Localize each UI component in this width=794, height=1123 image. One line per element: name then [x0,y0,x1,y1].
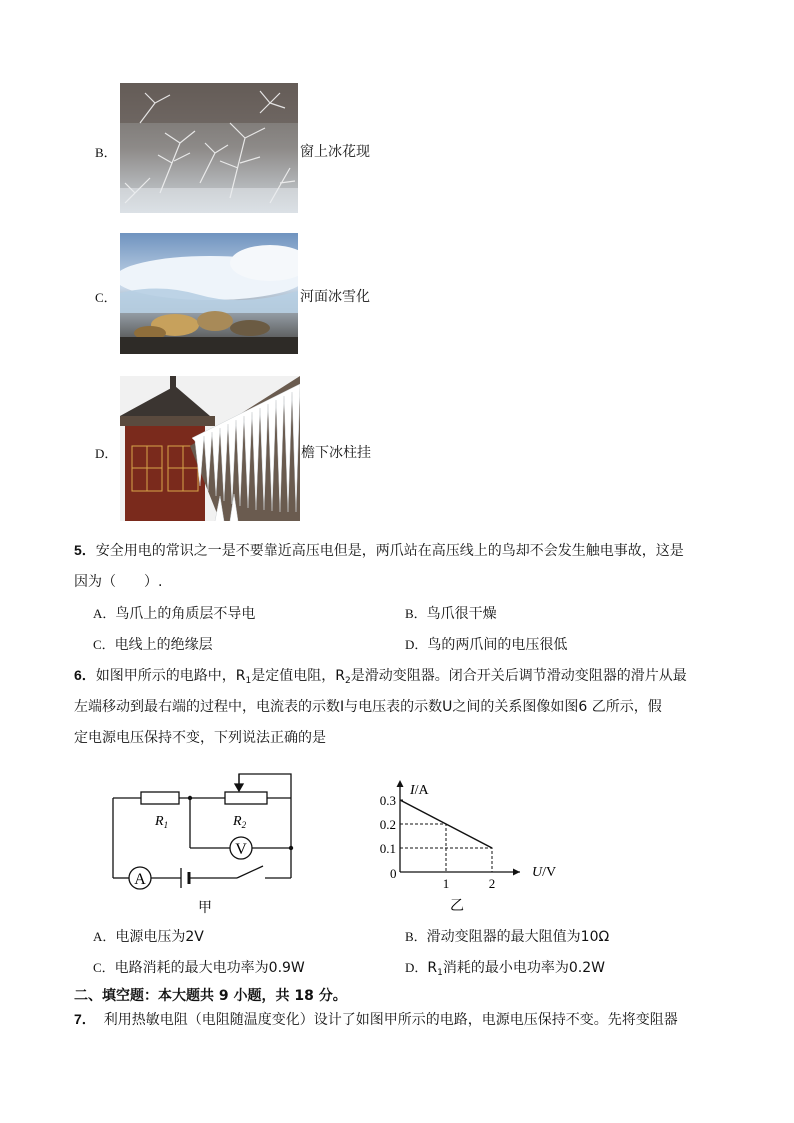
voltmeter-label: V [235,841,247,858]
option-c-letter: C． [95,290,117,305]
q7-line1: 7． 利用热敏电阻（电阻随温度变化）设计了如图甲所示的电路，电源电压保持不变。先将变阻器 [74,1011,678,1028]
q5-choice-b[interactable]: B．鸟爪很干燥 [405,606,497,622]
option-b-letter: B． [95,145,117,160]
option-d-letter: D． [95,446,118,461]
q6-choice-d[interactable]: D．$R_1$消耗的最小电功率为0.2W [405,960,605,978]
r1-label: $R_1$ [155,814,169,830]
iu-graph [370,770,570,918]
q5-choice-c[interactable]: C．电线上的绝缘层 [93,637,213,653]
q6-number: 6． [74,667,96,683]
q6-choice-a[interactable]: A．电源电压为2V [93,929,204,945]
x-tick-label: 2 [488,876,496,891]
circuit-caption: 甲 [198,901,212,916]
circuit-diagram [105,768,305,918]
graph-caption: 乙 [450,899,464,914]
q6-stem-line2: 左端移动到最右端的过程中，电流表的示数I与电压表的示数U之间的关系图像如图6 乙所示，假 [74,699,662,715]
option-c-caption: 河面冰雪化 [300,289,370,305]
q6-choice-c[interactable]: C．电路消耗的最大电功率为0.9W [93,960,305,976]
y-axis-label: I/A [410,783,429,798]
y-axis-arrow [397,780,404,787]
x-tick-label: 1 [442,876,450,891]
y-tick-label: 0.1 [379,841,396,856]
option-b-caption: 窗上冰花现 [300,144,370,160]
origin-label: 0 [390,866,397,881]
r1-resistor [141,792,179,804]
icicles-under-eaves-photo [120,376,300,521]
x-axis-arrow [513,869,520,876]
q5-choice-d[interactable]: D．鸟的两爪间的电压很低 [405,637,568,653]
section2-heading: 二、填空题：本大题共 9 小题，共 18 分。 [74,988,347,1004]
q5-line1 [74,540,684,560]
q6-stem-line3: 定电源电压保持不变，下列说法正确的是 [74,730,326,746]
y-tick-label: 0.3 [379,793,396,808]
q5-stem-line2: 因为（ ）. [74,574,163,590]
q5-choice-a[interactable]: A．鸟爪上的角质层不导电 [93,606,256,622]
r2-rheostat [225,792,267,804]
frost-on-window-photo [120,83,298,213]
option-d-caption: 檐下冰柱挂 [301,445,371,461]
q6-line1: 6．如图甲所示的电路中，$R_1$是定值电阻，$R_2$是滑动变阻器。闭合开关后调节滑动变阻器的滑片从最 [74,667,687,686]
q6-choice-b[interactable]: B．滑动变阻器的最大阻值为10Ω [405,929,610,945]
q5-number: 5． [74,542,96,558]
melting-river-ice-photo [120,233,298,354]
x-axis-label: U/V [532,865,557,880]
y-tick-label: 0.2 [379,817,396,832]
ammeter-label: A [134,871,146,888]
r2-label: $R_2$ [233,814,247,830]
q5-stem-line1: 安全用电的常识之一是不要靠近高压电但是，两爪站在高压线上的鸟却不会发生触电事故，这是 [95,543,684,559]
q7-number: 7． [74,1011,96,1027]
